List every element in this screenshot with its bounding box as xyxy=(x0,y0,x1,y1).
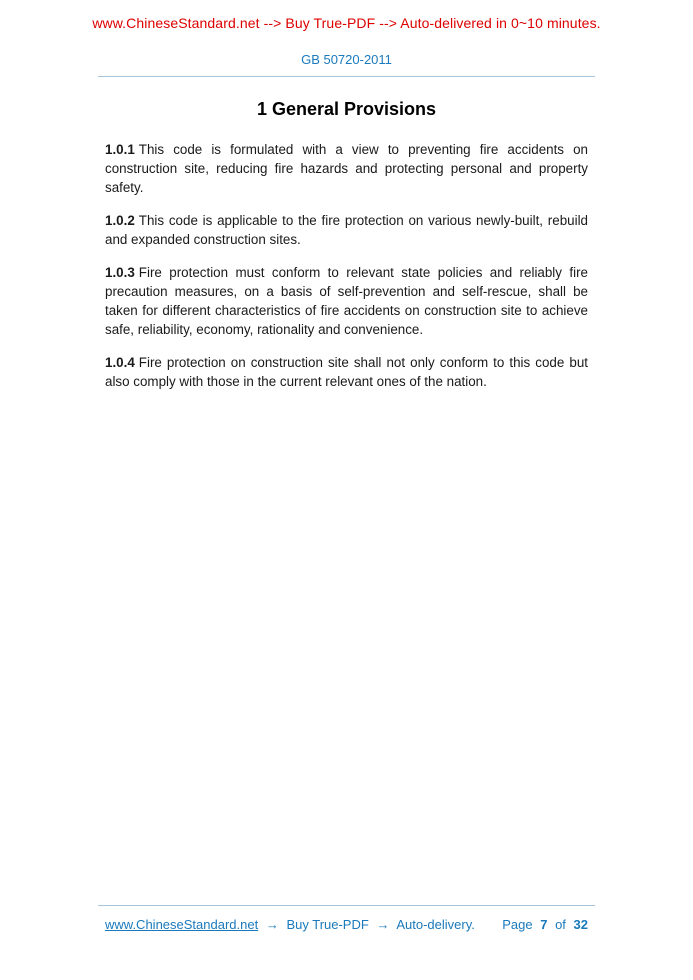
page-label: Page xyxy=(502,917,533,932)
footer-links xyxy=(105,917,479,932)
clause-number: 1.0.4 xyxy=(105,355,135,370)
clause-number: 1.0.2 xyxy=(105,213,135,228)
total-page-number: 32 xyxy=(573,917,588,932)
clause-text: Fire protection must conform to relevant state policies and reliably fire precaution measures, on a basis of self-prevention and self-rescue, shall be taken for different characteristics of fire accidents on construction site to achieve safe, reliability, economy, rationality and convenience. xyxy=(105,265,588,337)
page-footer xyxy=(98,905,595,932)
header-divider xyxy=(98,76,595,77)
header-banner: www.ChineseStandard.net --> Buy True-PDF --> Auto-delivered in 0~10 minutes. xyxy=(92,15,601,31)
clause-number: 1.0.1 xyxy=(105,142,135,157)
clause-1-0-3 xyxy=(105,263,588,339)
footer-buy-label: Buy True-PDF xyxy=(286,917,369,932)
website-link[interactable]: www.ChineseStandard.net xyxy=(105,917,259,932)
standard-number: GB 50720-2011 xyxy=(301,52,392,67)
document-body xyxy=(105,140,588,391)
current-page-number: 7 xyxy=(540,917,548,932)
arrow-icon: → xyxy=(265,917,279,932)
page-title: 1 General Provisions xyxy=(256,99,437,119)
clause-1-0-4 xyxy=(105,353,588,391)
clause-1-0-1 xyxy=(105,140,588,197)
clause-number: 1.0.3 xyxy=(105,265,135,280)
clause-text: This code is applicable to the fire protection on various newly-built, rebuild and expanded construction sites. xyxy=(105,213,588,247)
clause-1-0-2 xyxy=(105,211,588,249)
footer-delivery-label: Auto-delivery. xyxy=(396,917,475,932)
page-indicator xyxy=(498,917,588,932)
arrow-icon: → xyxy=(376,917,390,932)
clause-text: This code is formulated with a view to preventing fire accidents on construction site, reducing fire hazards and protecting personal and property safety. xyxy=(105,142,588,195)
clause-text: Fire protection on construction site shall not only conform to this code but also comply with those in the current relevant ones of the nation. xyxy=(105,355,588,389)
of-label: of xyxy=(555,917,566,932)
